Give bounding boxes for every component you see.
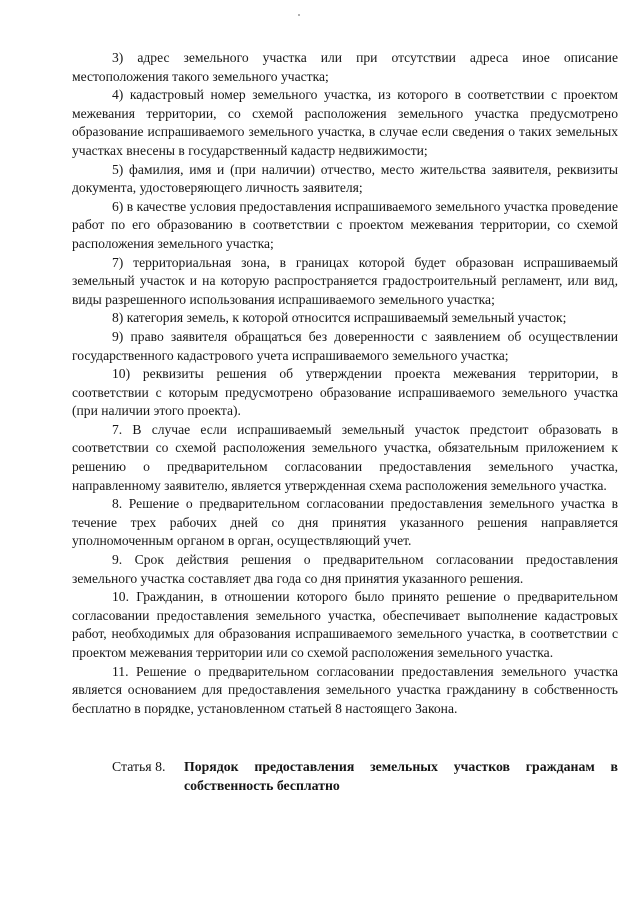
paragraph-item-3: 3) адрес земельного участка или при отсутствии адреса иное описание местоположения такого земельного участка; <box>72 50 618 84</box>
paragraph-item-9: 9) право заявителя обращаться без доверенности с заявлением об осуществлении государственного кадастрового учета испрашиваемого земельного участка; <box>72 328 618 363</box>
paragraph-item-6: 6) в качестве условия предоставления испрашиваемого земельного участка проведение работ по его образованию в соответствии с проектом межевания территории, со схемой расположения земельного участка; <box>72 198 618 251</box>
article-title: Порядок предоставления земельных участков гражданам в собственность бесплатно <box>184 759 618 793</box>
paragraph-clause-11: 11. Решение о предварительном согласовании предоставления земельного участка является основанием для предоставления земельного участка гражданину в собственность бесплатно в порядке, установленном статьей 8 настоящего Закона. <box>72 663 618 716</box>
paragraph-clause-7: 7. В случае если испрашиваемый земельный участок предстоит образовать в соответствии со схемой расположения земельного участка, обязательным приложением к решению о предварительном согласовании предоставления земельного участка, направленному заявителю, является утвержденная схема расположения земельного участка. <box>72 421 618 493</box>
document-page <box>72 49 618 796</box>
scan-speck <box>298 14 300 16</box>
paragraph-item-7: 7) территориальная зона, в границах которой будет образован испрашиваемый земельный участок и на которую распространяется градостроительный регламент, или вид, виды разрешенного использования испрашиваемого земельного участка; <box>72 254 618 307</box>
paragraph-item-10: 10) реквизиты решения об утверждении проекта межевания территории, в соответствии с которым предусмотрено образование испрашиваемого земельного участка (при наличии этого проекта). <box>72 366 618 419</box>
paragraph-item-4: 4) кадастровый номер земельного участка, из которого в соответствии с проектом межевания территории, со схемой расположения земельного участка предусмотрено образование испрашиваемого земельного участка, в случае если сведения о таких земельных участках внесены в государственный кадастр недвижимости; <box>72 87 618 158</box>
paragraph-clause-9: 9. Срок действия решения о предварительном согласовании предоставления земельного участка составляет два года со дня принятия указанного решения. <box>72 552 618 586</box>
article-heading <box>72 758 618 795</box>
paragraph-item-8: 8) категория земель, к которой относится испрашиваемый земельный участок; <box>112 310 567 326</box>
paragraph-clause-10: 10. Гражданин, в отношении которого было принято решение о предварительном согласовании предоставления земельного участка, обеспечивает выполнение кадастровых работ, необходимых для образования испрашиваемого земельного участка, в соответствии с проектом межевания территории или со схемой расположения земельного участка. <box>72 589 618 660</box>
article-number: Статья 8. <box>112 759 166 775</box>
paragraph-clause-8: 8. Решение о предварительном согласовании предоставления земельного участка в течение трех рабочих дней со дня принятия указанного решения направляется уполномоченным органом в орган, осуществляющий учет. <box>72 496 618 549</box>
paragraph-item-5: 5) фамилия, имя и (при наличии) отчество, место жительства заявителя, реквизиты документа, удостоверяющего личность заявителя; <box>72 161 618 196</box>
